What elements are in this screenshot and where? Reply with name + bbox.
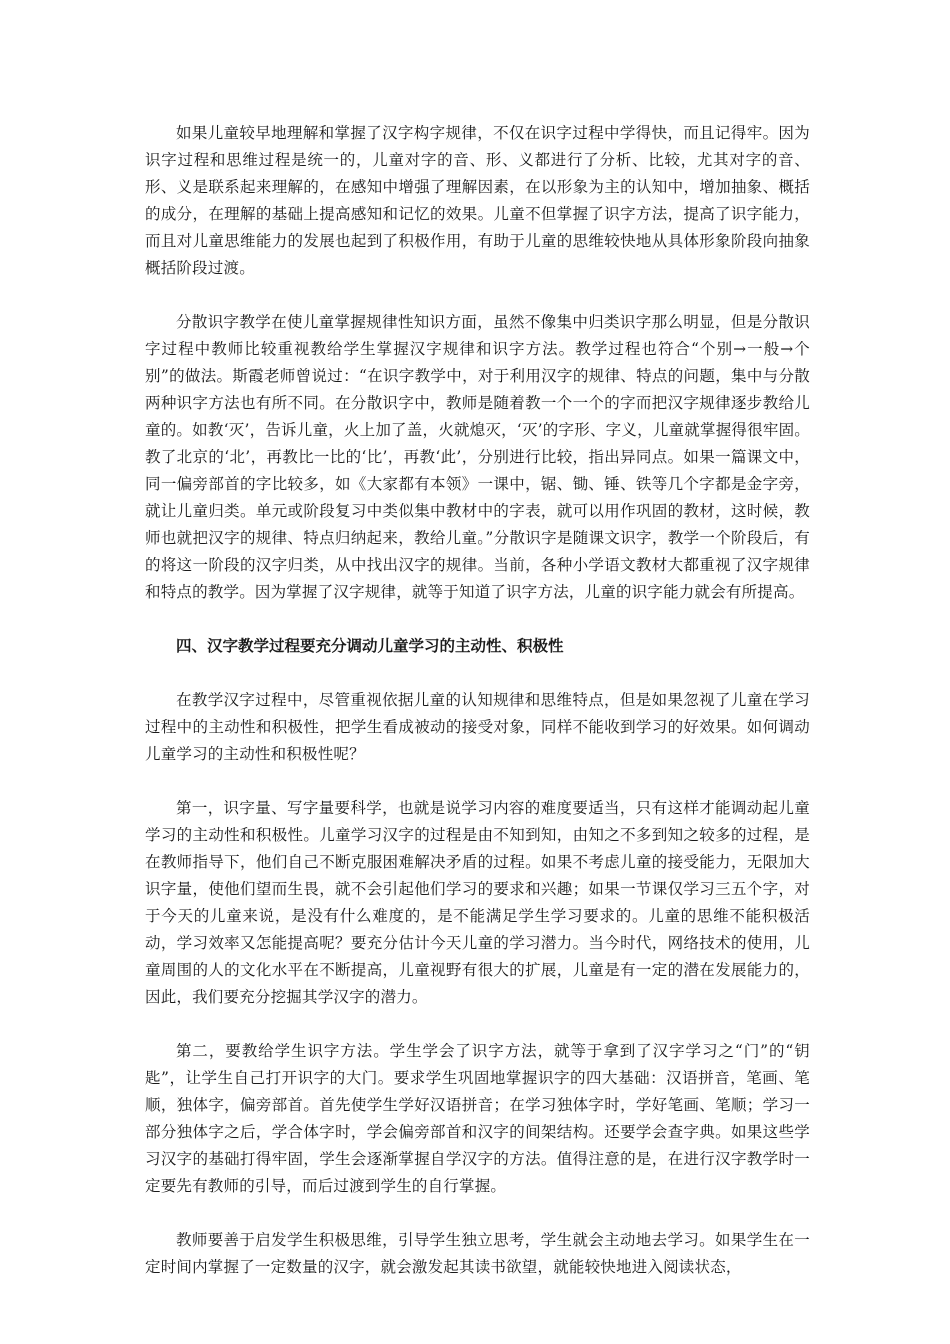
document-page [145, 120, 810, 1308]
paragraph-5: 第二，要教给学生识字方法。学生学会了识字方法，就等于拿到了汉字学习之“门”的“钥匙”，让学生自己打开识字的大门。要求学生巩固地掌握识字的四大基础：汉语拼音，笔画、笔顺，独体字，偏旁部首。首先使学生学好汉语拼音；在学习独体字时，学好笔画、笔顺；学习一部分独体字之后，学合体字时，学会偏旁部首和汉字的间架结构。还要学会查字典。如果这些学习汉字的基础打得牢固，学生会逐渐掌握自学汉字的方法。值得注意的是，在进行汉字教学时一定要先有教师的引导，而后过渡到学生的自行掌握。 [145, 1042, 810, 1195]
paragraph-1: 如果儿童较早地理解和掌握了汉字构字规律，不仅在识字过程中学得快，而且记得牢。因为识字过程和思维过程是统一的，儿童对字的音、形、义都进行了分析、比较，尤其对字的音、形、义是联系起来理解的，在感知中增强了理解因素，在以形象为主的认知中，增加抽象、概括的成分，在理解的基础上提高感知和记忆的效果。儿童不但掌握了识字方法，提高了识字能力，而且对儿童思维能力的发展也起到了积极作用，有助于儿童的思维较快地从具体形象阶段向抽象概括阶段过渡。 [145, 124, 810, 277]
paragraph-6: 教师要善于启发学生积极思维，引导学生独立思考，学生就会主动地去学习。如果学生在一定时间内掌握了一定数量的汉字，就会激发起其读书欲望，就能较快地进入阅读状态， [145, 1231, 810, 1276]
paragraph-4: 第一，识字量、写字量要科学，也就是说学习内容的难度要适当，只有这样才能调动起儿童学习的主动性和积极性。儿童学习汉字的过程是由不知到知，由知之不多到知之较多的过程，是在教师指导下，他们自己不断克服困难解决矛盾的过程。如果不考虑儿童的接受能力，无限加大识字量，使他们望而生畏，就不会引起他们学习的要求和兴趣；如果一节课仅学习三五个字，对于今天的儿童来说，是没有什么难度的，是不能满足学生学习要求的。儿童的思维不能积极活动，学习效率又怎能提高呢？要充分估计今天儿童的学习潜力。当今时代，网络技术的使用，儿童周围的人的文化水平在不断提高，儿童视野有很大的扩展，儿童是有一定的潜在发展能力的，因此，我们要充分挖掘其学汉字的潜力。 [145, 799, 810, 1006]
paragraph-3: 在教学汉字过程中，尽管重视依据儿童的认知规律和思维特点，但是如果忽视了儿童在学习过程中的主动性和积极性，把学生看成被动的接受对象，同样不能收到学习的好效果。如何调动儿童学习的主动性和积极性呢？ [145, 691, 810, 763]
paragraph-2: 分散识字教学在使儿童掌握规律性知识方面，虽然不像集中归类识字那么明显，但是分散识字过程中教师比较重视教给学生掌握汉字规律和识字方法。教学过程也符合“个别→一般→个别”的做法。斯霞老师曾说过：“在识字教学中，对于利用汉字的规律、特点的问题，集中与分散两种识字方法也有所不同。在分散识字中，教师是随着教一个一个的字而把汉字规律逐步教给儿童的。如教‘灭’，告诉儿童，火上加了盖，火就熄灭，‘灭’的字形、字义，儿童就掌握得很牢固。教了北京的‘北’，再教比一比的‘比’，再教‘此’，分别进行比较，指出异同点。如果一篇课文中，同一偏旁部首的字比较多，如《大家都有本领》一课中，锯、锄、锤、铁等几个字都是金字旁，就让儿童归类。单元或阶段复习中类似集中教材中的字表，就可以用作巩固的教材，这时候，教师也就把汉字的规律、特点归纳起来，教给儿童。”分散识字是随课文识字，教学一个阶段后，有的将这一阶段的汉字归类，从中找出汉字的规律。当前，各种小学语文教材大都重视了汉字规律和特点的教学。因为掌握了汉字规律，就等于知道了识字方法，儿童的识字能力就会有所提高。 [145, 313, 810, 601]
section-heading: 四、汉字教学过程要充分调动儿童学习的主动性、积极性 [176, 637, 564, 655]
